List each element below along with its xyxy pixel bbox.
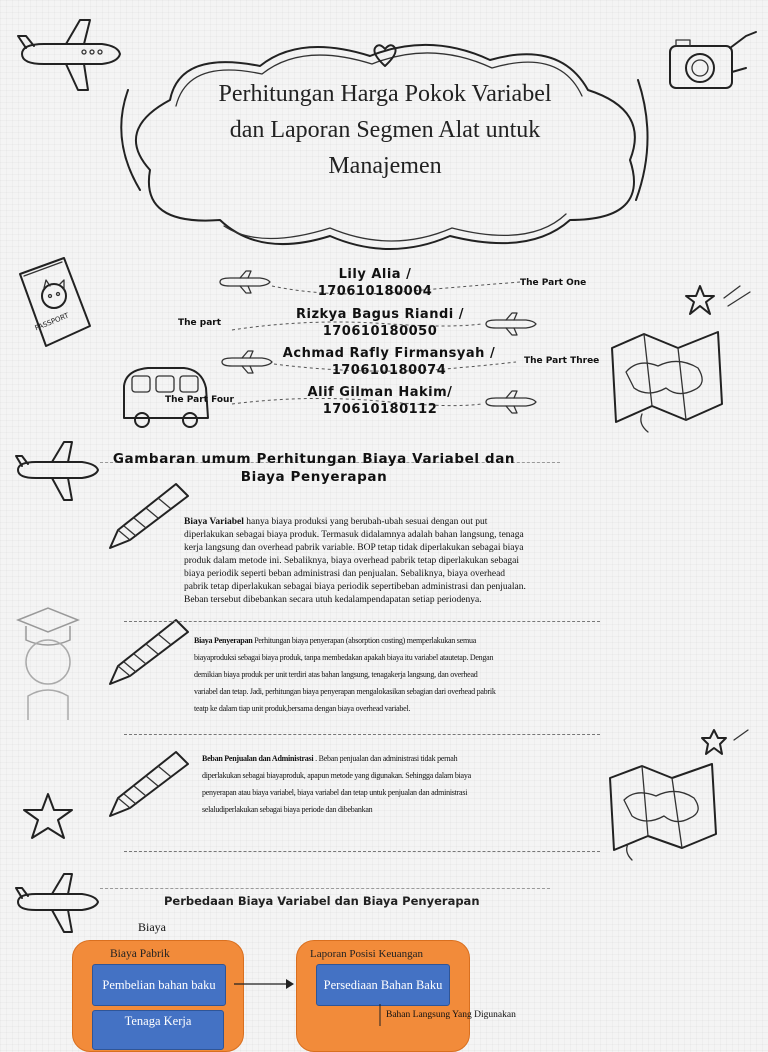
term-biaya-penyerapan: Biaya Penyerapan (194, 636, 253, 645)
member-name: Achmad Rafly Firmansyah / (282, 346, 496, 361)
tenaga-kerja-box[interactable]: Tenaga Kerja (92, 1010, 224, 1050)
camera-icon (664, 28, 764, 98)
paragraph-line-text: Perhitungan biaya penyerapan (absorption costing) memperlakukan semua (252, 636, 476, 645)
member-name: Lily Alia / (338, 267, 412, 282)
member-id: 170610180112 (322, 402, 438, 417)
paragraph-biaya-variabel (184, 516, 604, 607)
arrow-right-icon (232, 977, 298, 991)
part-one-label: The Part One (520, 278, 587, 288)
paragraph-line (202, 750, 598, 767)
small-airplane-icon (216, 270, 272, 294)
part-two-label: The part (178, 318, 222, 328)
member-name: Rizkya Bagus Riandi / (296, 307, 464, 322)
section1-heading (96, 450, 532, 486)
persediaan-bahan-baku-box[interactable]: Persediaan Bahan Baku (316, 964, 450, 1006)
paragraph-line: biaya periodik seperti beban administrasi dan penjualan. Sebaliknya, biaya overhead (184, 569, 506, 579)
paragraph-line: demikian biaya produk per unit terdiri atas bahan langsung, tenagakerja langsung, dan overhead (194, 670, 478, 679)
paragraph-line: penyerapan atau biaya variabel, biaya variabel dan tetap untuk penjualan dan administrasi (202, 788, 468, 797)
star-icon (696, 726, 756, 760)
paragraph-line: pabrik tetap diperlakukan sebagai biaya periodik sepertibeban administrasi dan penjualan. (184, 582, 526, 592)
star-icon (16, 788, 80, 846)
paragraph-line-text: hanya biaya produksi yang berubah-ubah sesuai dengan out put (243, 517, 488, 527)
section2-heading: Perbedaan Biaya Variabel dan Biaya Penyerapan (164, 894, 480, 908)
airplane-icon (12, 872, 102, 936)
section1-heading-line1: Gambaran umum Perhitungan Biaya Variabel dan (112, 451, 516, 467)
member-name: Alif Gilman Hakim/ (307, 385, 453, 400)
term-beban-penjualan: Beban Penjualan dan Administrasi (202, 754, 314, 763)
map-icon (606, 760, 722, 866)
paragraph-line: biayaproduksi sebagai biaya produk, tanpa membedakan apakah biaya itu variabel atautetap. Dengan (194, 653, 494, 662)
paragraph-line (194, 632, 598, 649)
title-line-3: Manajemen (328, 153, 442, 179)
title-line-1: Perhitungan Harga Pokok Variabel (218, 81, 552, 107)
airplane-icon (12, 440, 102, 504)
paragraph-line: Beban tersebut dibebankan secara utuh kedalampendapatan setiap periodenya. (184, 595, 482, 605)
part-three-label: The Part Three (524, 356, 600, 366)
page-title (170, 76, 600, 184)
pembelian-bahan-baku-box[interactable]: Pembelian bahan baku (92, 964, 226, 1006)
graduate-boy-icon (12, 600, 82, 726)
term-biaya-variabel: Biaya Variabel (184, 517, 244, 527)
paragraph-line: diperlakukan sebagai biaya produk. Termasuk didalamnya adalah bahan langsung, tenaga (184, 530, 524, 540)
section1-heading-line2: Biaya Penyerapan (240, 469, 388, 485)
pencil-icon (106, 614, 192, 690)
paragraph-line (184, 516, 604, 529)
star-icon (680, 282, 760, 322)
member-2 (280, 306, 480, 340)
divider-1 (124, 621, 600, 622)
member-4 (290, 384, 470, 418)
member-id: 170610180074 (331, 363, 447, 378)
map-icon (608, 328, 728, 436)
pencil-icon (106, 478, 192, 554)
paragraph-line: teatp ke dalam tiap unit produk,bersama dengan biaya overhead variabel. (194, 704, 411, 713)
small-airplane-icon (482, 390, 538, 414)
paragraph-biaya-penyerapan (194, 632, 598, 717)
member-id: 170610180004 (317, 284, 433, 299)
small-airplane-icon (218, 350, 274, 374)
laporan-posisi-title: Laporan Posisi Keuangan (310, 948, 424, 960)
bahan-langsung-label: Bahan Langsung Yang Digunakan (386, 1010, 516, 1020)
member-id: 170610180050 (322, 324, 438, 339)
biaya-pabrik-title: Biaya Pabrik (110, 948, 170, 960)
title-line-2: dan Laporan Segmen Alat untuk (229, 117, 541, 143)
member-3 (278, 345, 500, 379)
paragraph-beban-penjualan (202, 750, 598, 818)
small-airplane-icon (482, 312, 538, 336)
paragraph-line: variabel dan tetap. Jadi, perhitungan biaya penyerapan mengalokasikan sebagian dari overhead pabrik (194, 687, 496, 696)
paragraph-line: diperlakukan sebagai biayaproduk, apapun metode yang digunakan. Sehingga dalam biaya (202, 771, 471, 780)
paragraph-line-text: . Beban penjualan dan administrasi tidak pernah (313, 754, 458, 763)
divider-3 (124, 851, 600, 852)
pencil-icon (106, 746, 192, 822)
part-four-label: The Part Four (165, 395, 234, 405)
paragraph-line: selaludiperlakukan sebagai biaya periode dan dibebankan (202, 805, 373, 814)
paragraph-line: produk dalam metode ini. Sebaliknya, biaya overhead pabrik tetap diperlakukan sebagai (184, 556, 520, 566)
divider-2 (124, 734, 600, 735)
heart-icon (370, 40, 400, 70)
passport-icon (14, 252, 96, 352)
section2-heading-line (100, 888, 550, 889)
passport-label: PASSPORT (33, 311, 71, 333)
paragraph-line: kerja langsung dan overhead pabrik variable. BOP tetap tidak diperlakukan sebagai biaya (184, 543, 524, 553)
member-1 (290, 266, 460, 300)
biaya-label: Biaya (138, 920, 166, 934)
